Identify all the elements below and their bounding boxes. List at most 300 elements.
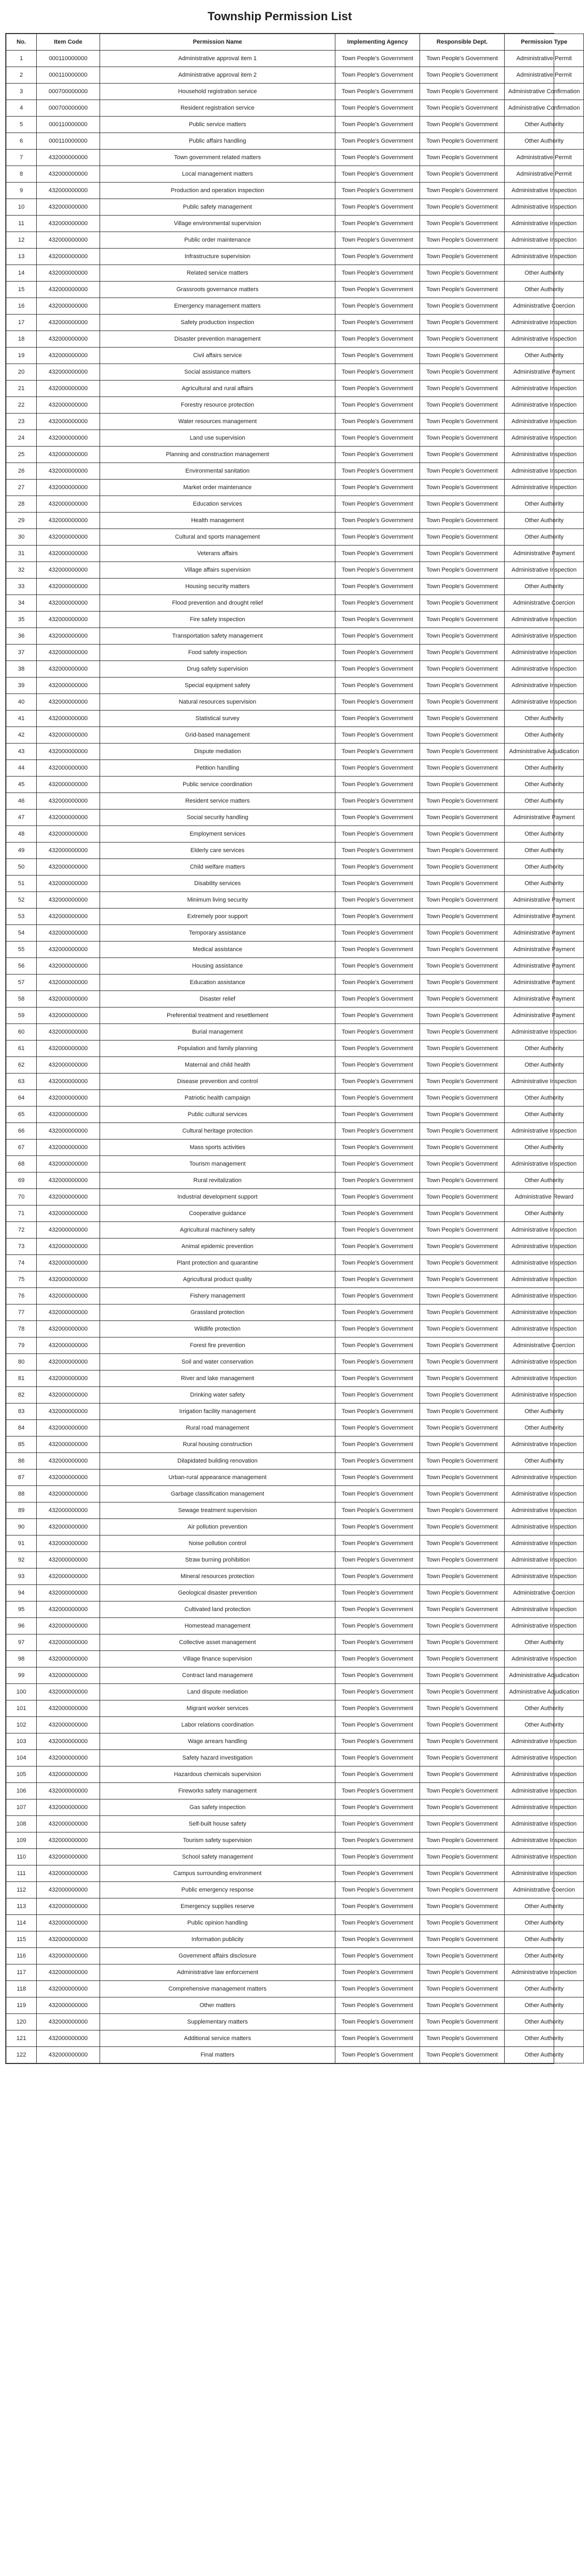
cell-department: Town People's Government [420, 1519, 505, 1535]
cell-department: Town People's Government [420, 1865, 505, 1882]
cell-type: Administrative Confirmation [505, 84, 584, 100]
cell-code: 432000000000 [37, 1700, 100, 1717]
cell-index: 96 [6, 1618, 37, 1634]
cell-department: Town People's Government [420, 1585, 505, 1601]
cell-index: 105 [6, 1766, 37, 1783]
table-row [6, 1222, 584, 1239]
cell-type: Administrative Inspection [505, 1354, 584, 1370]
cell-agency: Town People's Government [335, 1453, 420, 1469]
cell-department: Town People's Government [420, 2030, 505, 2047]
cell-department: Town People's Government [420, 1882, 505, 1898]
cell-code: 432000000000 [37, 1436, 100, 1453]
cell-index: 86 [6, 1453, 37, 1469]
table-row [6, 1667, 584, 1684]
cell-agency: Town People's Government [335, 1189, 420, 1206]
cell-department: Town People's Government [420, 1964, 505, 1981]
cell-agency: Town People's Government [335, 1717, 420, 1733]
cell-type: Administrative Inspection [505, 1272, 584, 1288]
cell-name: Related service matters [100, 265, 335, 282]
cell-name: Housing security matters [100, 579, 335, 595]
table-row [6, 183, 584, 199]
cell-code: 432000000000 [37, 1981, 100, 1997]
cell-agency: Town People's Government [335, 496, 420, 513]
cell-name: Child welfare matters [100, 859, 335, 876]
cell-code: 432000000000 [37, 826, 100, 843]
table-row [6, 1140, 584, 1156]
cell-department: Town People's Government [420, 282, 505, 298]
cell-index: 54 [6, 925, 37, 942]
cell-type: Other Authority [505, 1420, 584, 1436]
cell-code: 432000000000 [37, 1882, 100, 1898]
cell-department: Town People's Government [420, 1107, 505, 1123]
cell-department: Town People's Government [420, 1750, 505, 1766]
cell-type: Other Authority [505, 1717, 584, 1733]
cell-type: Administrative Inspection [505, 1816, 584, 1832]
table-row [6, 232, 584, 249]
cell-agency: Town People's Government [335, 1403, 420, 1420]
table-row [6, 1090, 584, 1107]
table-row [6, 645, 584, 661]
cell-agency: Town People's Government [335, 595, 420, 612]
cell-type: Administrative Inspection [505, 1750, 584, 1766]
cell-index: 116 [6, 1948, 37, 1964]
permission-table [6, 34, 584, 2063]
cell-name: Safety hazard investigation [100, 1750, 335, 1766]
cell-type: Other Authority [505, 1931, 584, 1948]
cell-department: Town People's Government [420, 1832, 505, 1849]
cell-department: Town People's Government [420, 1783, 505, 1799]
cell-index: 118 [6, 1981, 37, 1997]
cell-type: Other Authority [505, 133, 584, 150]
cell-name: Education assistance [100, 975, 335, 991]
cell-department: Town People's Government [420, 513, 505, 529]
cell-department: Town People's Government [420, 199, 505, 216]
cell-type: Other Authority [505, 1057, 584, 1074]
cell-agency: Town People's Government [335, 1651, 420, 1667]
cell-name: Tourism safety supervision [100, 1832, 335, 1849]
table-row [6, 463, 584, 480]
cell-index: 8 [6, 166, 37, 183]
cell-agency: Town People's Government [335, 529, 420, 546]
cell-name: Information publicity [100, 1931, 335, 1948]
cell-code: 432000000000 [37, 529, 100, 546]
cell-index: 83 [6, 1403, 37, 1420]
cell-code: 432000000000 [37, 744, 100, 760]
cell-agency: Town People's Government [335, 1469, 420, 1486]
cell-department: Town People's Government [420, 232, 505, 249]
cell-type: Administrative Payment [505, 1008, 584, 1024]
cell-index: 4 [6, 100, 37, 117]
cell-agency: Town People's Government [335, 1568, 420, 1585]
cell-department: Town People's Government [420, 1453, 505, 1469]
cell-index: 88 [6, 1486, 37, 1502]
cell-name: Collective asset management [100, 1634, 335, 1651]
table-row [6, 67, 584, 84]
cell-index: 100 [6, 1684, 37, 1700]
cell-agency: Town People's Government [335, 1849, 420, 1865]
cell-code: 432000000000 [37, 975, 100, 991]
cell-code: 432000000000 [37, 1618, 100, 1634]
cell-type: Administrative Inspection [505, 1799, 584, 1816]
cell-code: 432000000000 [37, 513, 100, 529]
cell-index: 40 [6, 694, 37, 711]
cell-agency: Town People's Government [335, 1090, 420, 1107]
cell-agency: Town People's Government [335, 1321, 420, 1337]
table-row [6, 1272, 584, 1288]
cell-agency: Town People's Government [335, 1981, 420, 1997]
cell-agency: Town People's Government [335, 1304, 420, 1321]
cell-code: 432000000000 [37, 859, 100, 876]
cell-agency: Town People's Government [335, 1997, 420, 2014]
cell-code: 432000000000 [37, 843, 100, 859]
cell-type: Administrative Inspection [505, 414, 584, 430]
cell-department: Town People's Government [420, 298, 505, 315]
table-row [6, 1370, 584, 1387]
cell-code: 432000000000 [37, 1552, 100, 1568]
cell-index: 108 [6, 1816, 37, 1832]
cell-name: Social assistance matters [100, 364, 335, 381]
cell-agency: Town People's Government [335, 1206, 420, 1222]
cell-name: Gas safety inspection [100, 1799, 335, 1816]
cell-department: Town People's Government [420, 1717, 505, 1733]
cell-code: 432000000000 [37, 1502, 100, 1519]
cell-code: 432000000000 [37, 1931, 100, 1948]
cell-agency: Town People's Government [335, 1733, 420, 1750]
cell-department: Town People's Government [420, 166, 505, 183]
cell-name: Public order maintenance [100, 232, 335, 249]
cell-code: 432000000000 [37, 579, 100, 595]
cell-name: Fire safety inspection [100, 612, 335, 628]
cell-department: Town People's Government [420, 315, 505, 331]
cell-agency: Town People's Government [335, 1272, 420, 1288]
cell-name: Grid-based management [100, 727, 335, 744]
cell-agency: Town People's Government [335, 397, 420, 414]
cell-code: 432000000000 [37, 1568, 100, 1585]
table-row [6, 595, 584, 612]
cell-department: Town People's Government [420, 1849, 505, 1865]
cell-name: Production and operation inspection [100, 183, 335, 199]
cell-index: 46 [6, 793, 37, 810]
cell-agency: Town People's Government [335, 1255, 420, 1272]
cell-department: Town People's Government [420, 1568, 505, 1585]
cell-department: Town People's Government [420, 1931, 505, 1948]
permission-table-wrap [5, 33, 580, 2064]
cell-department: Town People's Government [420, 1370, 505, 1387]
cell-department: Town People's Government [420, 826, 505, 843]
table-row [6, 1981, 584, 1997]
cell-index: 93 [6, 1568, 37, 1585]
cell-index: 43 [6, 744, 37, 760]
cell-index: 28 [6, 496, 37, 513]
table-row [6, 1469, 584, 1486]
table-row [6, 727, 584, 744]
cell-code: 432000000000 [37, 364, 100, 381]
cell-department: Town People's Government [420, 1469, 505, 1486]
cell-department: Town People's Government [420, 414, 505, 430]
cell-type: Administrative Inspection [505, 1552, 584, 1568]
cell-code: 432000000000 [37, 1206, 100, 1222]
cell-code: 432000000000 [37, 496, 100, 513]
cell-agency: Town People's Government [335, 1041, 420, 1057]
cell-name: Agricultural product quality [100, 1272, 335, 1288]
cell-index: 31 [6, 546, 37, 562]
table-row [6, 1552, 584, 1568]
cell-code: 000110000000 [37, 67, 100, 84]
cell-department: Town People's Government [420, 694, 505, 711]
cell-name: Soil and water conservation [100, 1354, 335, 1370]
cell-name: Labor relations coordination [100, 1717, 335, 1733]
table-row [6, 364, 584, 381]
cell-code: 432000000000 [37, 1750, 100, 1766]
cell-department: Town People's Government [420, 1700, 505, 1717]
cell-name: Dilapidated building renovation [100, 1453, 335, 1469]
cell-code: 432000000000 [37, 2047, 100, 2063]
cell-agency: Town People's Government [335, 826, 420, 843]
cell-code: 432000000000 [37, 1898, 100, 1915]
cell-name: River and lake management [100, 1370, 335, 1387]
table-row [6, 942, 584, 958]
cell-code: 432000000000 [37, 628, 100, 645]
cell-department: Town People's Government [420, 364, 505, 381]
cell-agency: Town People's Government [335, 1865, 420, 1882]
cell-code: 432000000000 [37, 958, 100, 975]
cell-name: Flood prevention and drought relief [100, 595, 335, 612]
cell-department: Town People's Government [420, 711, 505, 727]
cell-index: 29 [6, 513, 37, 529]
cell-code: 432000000000 [37, 1140, 100, 1156]
cell-agency: Town People's Government [335, 2014, 420, 2030]
cell-department: Town People's Government [420, 1981, 505, 1997]
cell-department: Town People's Government [420, 1288, 505, 1304]
cell-index: 18 [6, 331, 37, 348]
cell-index: 112 [6, 1882, 37, 1898]
table-row [6, 909, 584, 925]
cell-code: 432000000000 [37, 1733, 100, 1750]
cell-index: 44 [6, 760, 37, 777]
table-row [6, 150, 584, 166]
cell-index: 55 [6, 942, 37, 958]
cell-code: 432000000000 [37, 562, 100, 579]
cell-type: Administrative Coercion [505, 1585, 584, 1601]
cell-department: Town People's Government [420, 2047, 505, 2063]
cell-code: 432000000000 [37, 595, 100, 612]
cell-department: Town People's Government [420, 1024, 505, 1041]
table-row [6, 1997, 584, 2014]
cell-name: Burial management [100, 1024, 335, 1041]
cell-name: Geological disaster prevention [100, 1585, 335, 1601]
table-row [6, 1255, 584, 1272]
cell-index: 73 [6, 1239, 37, 1255]
cell-type: Other Authority [505, 793, 584, 810]
cell-code: 432000000000 [37, 612, 100, 628]
cell-index: 30 [6, 529, 37, 546]
cell-type: Other Authority [505, 2047, 584, 2063]
cell-name: Transportation safety management [100, 628, 335, 645]
cell-agency: Town People's Government [335, 810, 420, 826]
cell-name: Emergency management matters [100, 298, 335, 315]
cell-type: Administrative Coercion [505, 1337, 584, 1354]
cell-name: Water resources management [100, 414, 335, 430]
cell-name: Irrigation facility management [100, 1403, 335, 1420]
cell-type: Administrative Payment [505, 958, 584, 975]
cell-department: Town People's Government [420, 876, 505, 892]
table-row [6, 1453, 584, 1469]
cell-type: Administrative Inspection [505, 249, 584, 265]
cell-department: Town People's Government [420, 975, 505, 991]
cell-agency: Town People's Government [335, 1667, 420, 1684]
table-row [6, 331, 584, 348]
cell-department: Town People's Government [420, 117, 505, 133]
cell-agency: Town People's Government [335, 1354, 420, 1370]
cell-agency: Town People's Government [335, 1123, 420, 1140]
table-row [6, 1717, 584, 1733]
cell-index: 49 [6, 843, 37, 859]
cell-department: Town People's Government [420, 1074, 505, 1090]
cell-agency: Town People's Government [335, 612, 420, 628]
cell-type: Other Authority [505, 1915, 584, 1931]
table-row [6, 628, 584, 645]
cell-index: 1 [6, 51, 37, 67]
cell-department: Town People's Government [420, 1321, 505, 1337]
cell-code: 432000000000 [37, 183, 100, 199]
cell-name: Public service coordination [100, 777, 335, 793]
cell-code: 432000000000 [37, 1486, 100, 1502]
cell-index: 102 [6, 1717, 37, 1733]
cell-code: 432000000000 [37, 1090, 100, 1107]
cell-department: Town People's Government [420, 612, 505, 628]
cell-index: 76 [6, 1288, 37, 1304]
cell-code: 432000000000 [37, 1997, 100, 2014]
cell-name: Fireworks safety management [100, 1783, 335, 1799]
cell-name: Education services [100, 496, 335, 513]
cell-type: Administrative Inspection [505, 1766, 584, 1783]
cell-name: Drug safety supervision [100, 661, 335, 678]
table-row [6, 199, 584, 216]
cell-name: Administrative approval item 2 [100, 67, 335, 84]
cell-department: Town People's Government [420, 1387, 505, 1403]
cell-name: Local management matters [100, 166, 335, 183]
cell-index: 114 [6, 1915, 37, 1931]
cell-code: 432000000000 [37, 447, 100, 463]
cell-name: Town government related matters [100, 150, 335, 166]
cell-agency: Town People's Government [335, 661, 420, 678]
cell-type: Administrative Inspection [505, 1733, 584, 1750]
header-name: Permission Name [100, 34, 335, 51]
cell-agency: Town People's Government [335, 100, 420, 117]
cell-type: Other Authority [505, 1634, 584, 1651]
table-row [6, 562, 584, 579]
cell-code: 432000000000 [37, 661, 100, 678]
cell-department: Town People's Government [420, 1255, 505, 1272]
cell-index: 80 [6, 1354, 37, 1370]
cell-department: Town People's Government [420, 1239, 505, 1255]
cell-name: Special equipment safety [100, 678, 335, 694]
cell-index: 58 [6, 991, 37, 1008]
cell-type: Other Authority [505, 117, 584, 133]
cell-type: Administrative Inspection [505, 216, 584, 232]
table-row [6, 892, 584, 909]
table-row [6, 1535, 584, 1552]
cell-type: Administrative Coercion [505, 1882, 584, 1898]
cell-agency: Town People's Government [335, 315, 420, 331]
cell-index: 63 [6, 1074, 37, 1090]
cell-index: 6 [6, 133, 37, 150]
cell-type: Administrative Permit [505, 67, 584, 84]
cell-index: 69 [6, 1173, 37, 1189]
cell-agency: Town People's Government [335, 1173, 420, 1189]
cell-name: School safety management [100, 1849, 335, 1865]
cell-code: 432000000000 [37, 1354, 100, 1370]
cell-type: Administrative Payment [505, 925, 584, 942]
cell-name: Disaster prevention management [100, 331, 335, 348]
cell-code: 432000000000 [37, 1684, 100, 1700]
cell-department: Town People's Government [420, 430, 505, 447]
cell-agency: Town People's Government [335, 1816, 420, 1832]
cell-department: Town People's Government [420, 1997, 505, 2014]
cell-index: 12 [6, 232, 37, 249]
table-row [6, 1882, 584, 1898]
cell-code: 000700000000 [37, 100, 100, 117]
table-row [6, 1948, 584, 1964]
cell-type: Administrative Adjudication [505, 1667, 584, 1684]
cell-code: 432000000000 [37, 2030, 100, 2047]
cell-index: 111 [6, 1865, 37, 1882]
cell-type: Other Authority [505, 1140, 584, 1156]
table-row [6, 1684, 584, 1700]
cell-code: 432000000000 [37, 1865, 100, 1882]
cell-type: Administrative Payment [505, 909, 584, 925]
table-row [6, 975, 584, 991]
table-row [6, 2047, 584, 2063]
cell-index: 20 [6, 364, 37, 381]
cell-department: Town People's Government [420, 1041, 505, 1057]
table-row [6, 1304, 584, 1321]
cell-department: Town People's Government [420, 595, 505, 612]
table-row [6, 529, 584, 546]
cell-code: 432000000000 [37, 265, 100, 282]
cell-code: 432000000000 [37, 1370, 100, 1387]
cell-name: Maternal and child health [100, 1057, 335, 1074]
cell-name: Forestry resource protection [100, 397, 335, 414]
cell-name: Resident registration service [100, 100, 335, 117]
cell-department: Town People's Government [420, 150, 505, 166]
cell-type: Administrative Adjudication [505, 744, 584, 760]
cell-agency: Town People's Government [335, 843, 420, 859]
cell-code: 432000000000 [37, 1816, 100, 1832]
cell-type: Administrative Inspection [505, 1535, 584, 1552]
cell-name: Statistical survey [100, 711, 335, 727]
cell-type: Administrative Inspection [505, 331, 584, 348]
table-row [6, 1173, 584, 1189]
cell-agency: Town People's Government [335, 2047, 420, 2063]
table-row [6, 1387, 584, 1403]
cell-agency: Town People's Government [335, 793, 420, 810]
cell-agency: Town People's Government [335, 282, 420, 298]
cell-agency: Town People's Government [335, 958, 420, 975]
table-row [6, 661, 584, 678]
cell-index: 115 [6, 1931, 37, 1948]
cell-code: 432000000000 [37, 1667, 100, 1684]
cell-index: 99 [6, 1667, 37, 1684]
table-row [6, 1502, 584, 1519]
cell-index: 27 [6, 480, 37, 496]
cell-index: 101 [6, 1700, 37, 1717]
cell-code: 432000000000 [37, 1074, 100, 1090]
cell-index: 77 [6, 1304, 37, 1321]
cell-type: Other Authority [505, 348, 584, 364]
cell-department: Town People's Government [420, 579, 505, 595]
cell-name: Forest fire prevention [100, 1337, 335, 1354]
